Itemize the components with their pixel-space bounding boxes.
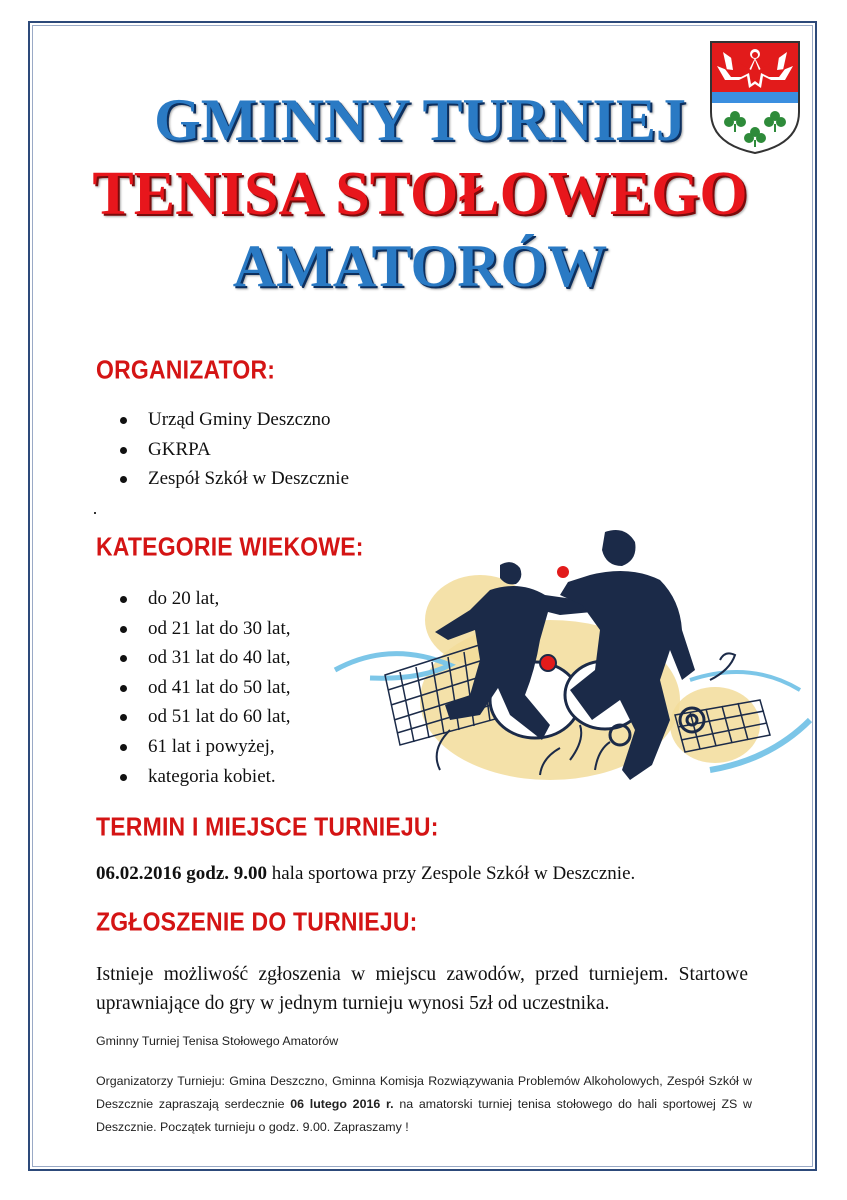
list-item: GKRPA <box>120 435 349 465</box>
registration-text: Istnieje możliwość zgłoszenia w miejscu zawodów, przed turniejem. Startowe uprawniające do gry w jednym turnieju wynosi 5zł od uczestnika. <box>96 964 748 1014</box>
list-item: od 31 lat do 40 lat, <box>120 643 290 673</box>
title-line-1: GMINNY TURNIEJ <box>154 87 686 153</box>
term-date-time: 06.02.2016 godz. 9.00 <box>96 863 267 884</box>
title-line-3: AMATORÓW <box>232 233 608 299</box>
list-item: do 20 lat, <box>120 584 290 614</box>
categories-list <box>120 584 290 791</box>
term-text <box>96 863 635 885</box>
stray-dot <box>94 512 96 514</box>
footer-paragraph <box>96 1070 752 1139</box>
term-heading: TERMIN I MIEJSCE TURNIEJU: <box>96 812 439 842</box>
list-item: Zespół Szkół w Deszcznie <box>120 464 349 494</box>
list-item: Urząd Gminy Deszczno <box>120 405 349 435</box>
registration-heading: ZGŁOSZENIE DO TURNIEJU: <box>96 907 418 937</box>
list-item: kategoria kobiet. <box>120 762 290 792</box>
footer-text-after: na amatorski turniej tenisa stołowego do hali sportowej ZS w Deszcznie. Początek turnieju o godz. 9.00. Zapraszamy ! <box>96 1097 753 1134</box>
organizer-heading: ORGANIZATOR: <box>96 355 276 385</box>
title-line-2: TENISA STOŁOWEGO <box>92 160 748 228</box>
footer-date: 06 lutego 2016 r. <box>290 1097 394 1111</box>
list-item: od 51 lat do 60 lat, <box>120 702 290 732</box>
term-place: hala sportowa przy Zespole Szkół w Deszcznie. <box>267 863 636 884</box>
list-item: 61 lat i powyżej, <box>120 732 290 762</box>
organizer-list <box>120 405 349 494</box>
categories-heading: KATEGORIE WIEKOWE: <box>96 532 364 562</box>
footer-title: Gminny Turniej Tenisa Stołowego Amatorów <box>96 1034 339 1048</box>
list-item: od 21 lat do 30 lat, <box>120 614 290 644</box>
coat-of-arms-icon <box>709 40 801 155</box>
list-item: od 41 lat do 50 lat, <box>120 673 290 703</box>
footer-text-before: Organizatorzy Turnieju: Gmina Deszczno, Gminna Komisja Rozwiązywania Problemów Alkoholowych, Zespół Szkół w Deszcznie zapraszają serdecznie <box>96 1074 752 1111</box>
table-tennis-art-icon <box>330 520 820 795</box>
